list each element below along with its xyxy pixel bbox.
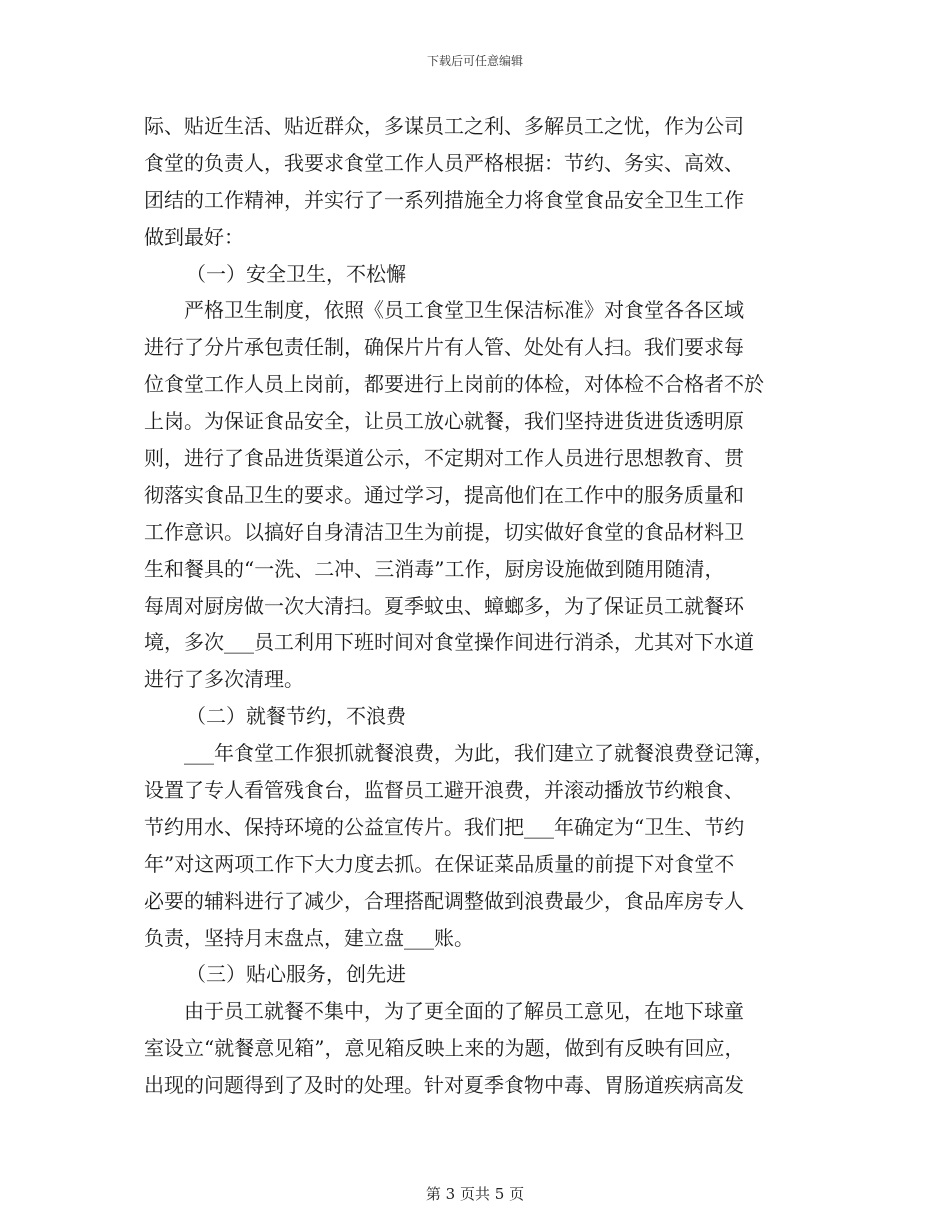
text-line: 则，进行了食品进货渠道公示，不定期对工作人员进行思想教育、贯 xyxy=(144,446,744,471)
text-line: ___年食堂工作狠抓就餐浪费，为此，我们建立了就餐浪费登记簿， xyxy=(184,741,774,766)
document-body xyxy=(144,108,824,1104)
text-line: 际、贴近生活、贴近群众，多谋员工之利、多解员工之忧，作为公司 xyxy=(144,114,744,138)
section-heading-1: （一）安全卫生，不松懈 xyxy=(186,261,406,286)
text-line: 进行了多次清理。 xyxy=(144,667,304,692)
section-heading-3: （三）贴心服务，创先进 xyxy=(186,962,406,987)
text-line: 设置了专人看管残食台，监督员工避开浪费，并滚动播放节约粮食、 xyxy=(144,778,744,803)
page-footer: 第 3 页共 5 页 xyxy=(425,1185,525,1203)
text-line: 节约用水、保持环境的公益宣传片。我们把___年确定为“卫生、节约 xyxy=(144,814,745,839)
text-line: 严格卫生制度，依照《员工食堂卫生保洁标准》对食堂各各区域 xyxy=(184,298,744,323)
text-line: 出现的问题得到了及时的处理。针对夏季食物中毒、胃肠道疾病高发 xyxy=(144,1073,744,1098)
text-line: 团结的工作精神，并实行了一系列措施全力将食堂食品安全卫生工作 xyxy=(144,187,744,212)
text-line: 做到最好： xyxy=(144,224,244,249)
text-line: 室设立“就餐意见箱”，意见箱反映上来的为题，做到有反映有回应， xyxy=(144,1036,745,1061)
text-line: 工作意识。以搞好自身清洁卫生为前提，切实做好食堂的食品材料卫 xyxy=(144,519,744,544)
text-line: 生和餐具的“一洗、二冲、三消毒”工作，厨房设施做到随用随清， xyxy=(144,556,725,581)
text-line: 每周对厨房做一次大清扫。夏季蚊虫、蟑螂多，为了保证员工就餐环 xyxy=(144,593,744,618)
text-line: 由于员工就餐不集中，为了更全面的了解员工意见，在地下球童 xyxy=(184,999,744,1024)
section-heading-2: （二）就餐节约，不浪费 xyxy=(186,704,406,729)
text-line: 位食堂工作人员上岗前，都要进行上岗前的体检，对体检不合格者不於 xyxy=(144,372,764,397)
text-line: 上岗。为保证食品安全，让员工放心就餐，我们坚持进货进货透明原 xyxy=(144,409,744,434)
text-line: 负责，坚持月末盘点，建立盘___账。 xyxy=(144,925,474,950)
page-header: 下载后可任意编辑 xyxy=(426,54,523,68)
text-line: 彻落实食品卫生的要求。通过学习，提高他们在工作中的服务质量和 xyxy=(144,482,744,507)
text-line: 进行了分片承包责任制，确保片片有人管、处处有人扫。我们要求每 xyxy=(144,335,744,360)
text-line: 食堂的负责人，我要求食堂工作人员严格根据：节约、务实、高效、 xyxy=(144,150,744,175)
text-line: 境，多次___员工利用下班时间对食堂操作间进行消杀，尤其对下水道 xyxy=(144,630,754,655)
text-line: 年”对这两项工作下大力度去抓。在保证菜品质量的前提下对食堂不 xyxy=(144,851,735,876)
text-line: 必要的辅料进行了减少，合理搭配调整做到浪费最少，食品库房专人 xyxy=(144,888,744,913)
